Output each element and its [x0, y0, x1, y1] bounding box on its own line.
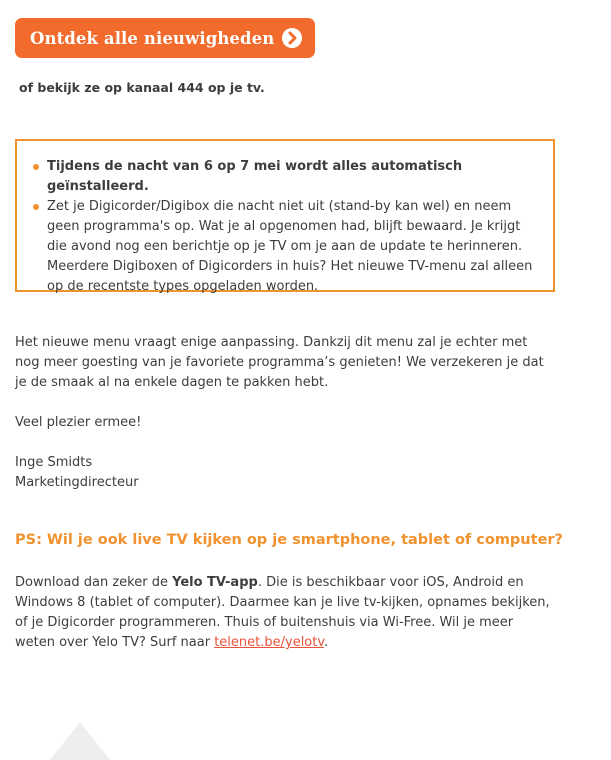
notice-list [31, 157, 541, 297]
signature-name: Inge Smidts [15, 455, 93, 470]
install-notice-box [15, 139, 555, 292]
decorative-shape-icon [50, 720, 110, 760]
greeting-paragraph: Veel plezier ermee! [15, 415, 142, 430]
app-name: Yelo TV-app [172, 575, 258, 590]
chevron-right-circle-icon [282, 28, 302, 48]
ps-text-before: Download dan zeker de [15, 575, 173, 590]
ps-text-after: . Die is beschikbaar voor iOS, Android en Windows 8 (tablet of computer). Daarmee kan je live tv-kijken, opnames bekijken, of je Digicorder programmeren. Thuis of buitenshuis via Wi-Free. Wil je meer weten over Yelo TV? Surf naar [15, 575, 550, 650]
notice-item [31, 197, 541, 297]
channel-hint: of bekijk ze op kanaal 444 op je tv. [19, 80, 265, 95]
notice-item-text: Zet je Digicorder/Digibox die nacht niet uit (stand-by kan wel) en neem geen programma's op. Wat je al opgenomen had, blijft bewaard. Je krijgt die avond nog een berichtje op je TV om je aan de update te herinneren. Meerdere Digiboxen of Digicorders in huis? Het nieuwe TV-menu zal alleen op de recentste types opgeladen worden. [47, 199, 533, 294]
intro-paragraph: Het nieuwe menu vraagt enige aanpassing. Dankzij dit menu zal je echter met nog meer goesting van je favoriete programma’s genieten! We verzekeren je dat je de smaak al na enkele dagen te pakken hebt. [15, 335, 544, 390]
signature-title: Marketingdirecteur [15, 475, 139, 490]
bullet-icon [33, 204, 39, 210]
yelotv-link[interactable]: telenet.be/yelotv [214, 635, 325, 650]
notice-item-text: Tijdens de nacht van 6 op 7 mei wordt alles automatisch geïnstalleerd. [47, 159, 463, 194]
ps-paragraph [15, 573, 555, 653]
bullet-icon [33, 164, 39, 170]
ps-text-end: . [324, 635, 329, 650]
discover-news-label: Ontdek alle nieuwigheden [30, 28, 275, 48]
discover-news-button[interactable] [15, 18, 315, 58]
ps-heading: PS: Wil je ook live TV kijken op je smartphone, tablet of computer? [15, 532, 563, 548]
notice-item [31, 157, 541, 197]
